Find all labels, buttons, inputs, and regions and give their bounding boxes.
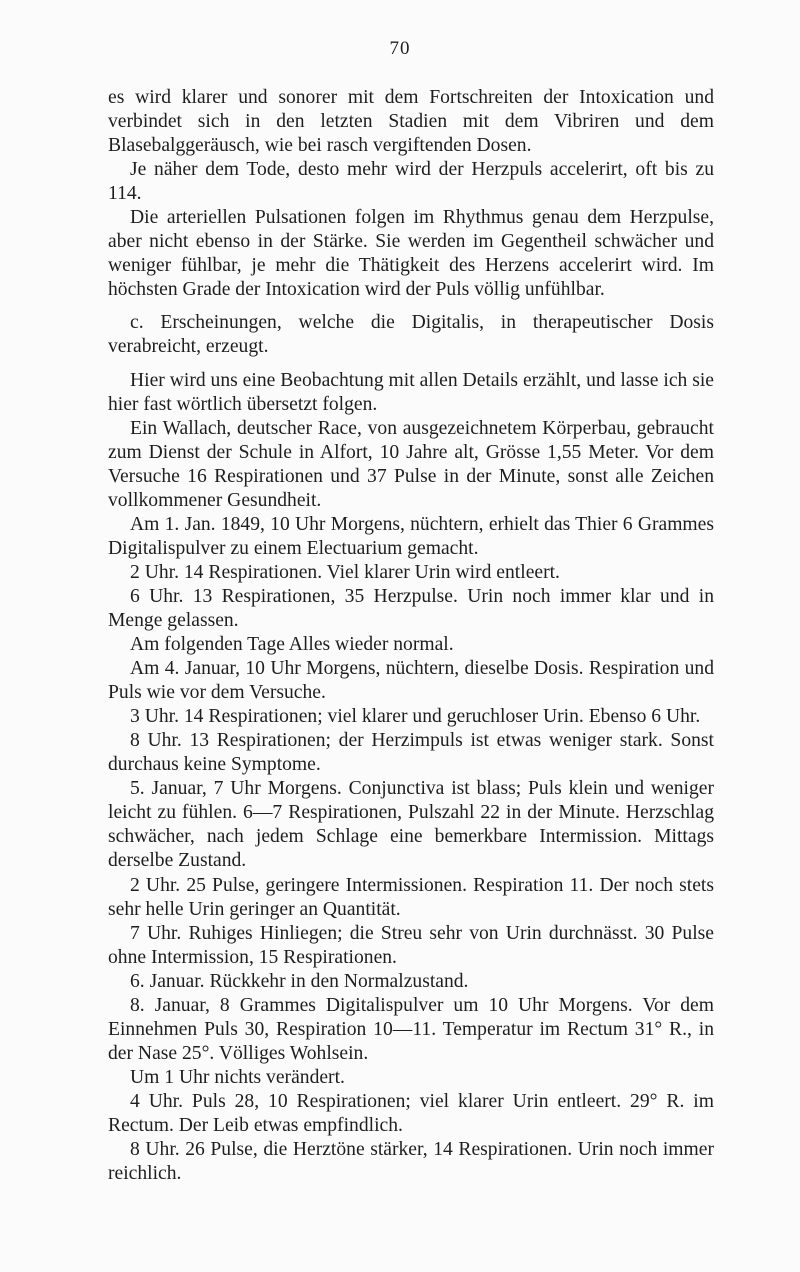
section-heading: c. Erscheinungen, welche die Digitalis, in therapeutischer Dosis verabreicht, erzeugt. — [108, 312, 714, 358]
paragraph: Am folgenden Tage Alles wieder normal. — [130, 634, 454, 656]
paragraph: 8 Uhr. 26 Pulse, die Herztöne stärker, 14 Respirationen. Urin noch immer reichlich. — [108, 1139, 714, 1185]
paragraph: 3 Uhr. 14 Respirationen; viel klarer und geruchloser Urin. Ebenso 6 Uhr. — [130, 706, 701, 728]
body-text — [108, 86, 714, 1186]
paragraph: Die arteriellen Pulsationen folgen im Rhythmus genau dem Herzpulse, aber nicht ebenso in der Stärke. Sie werden im Gegentheil schwächer und weniger fühlbar, je mehr die Thätigkeit des Herzens accelerirt wird. Im höchsten Grade der Intoxication wird der Puls völlig unfühlbar. — [108, 207, 714, 301]
paragraph: 5. Januar, 7 Uhr Morgens. Conjunctiva ist blass; Puls klein und weniger leicht zu fühlen. 6—7 Respirationen, Pulszahl 22 in der Minute. Herzschlag schwächer, nach jedem Schlage eine bemerkbare Intermission. Mittags derselbe Zustand. — [108, 778, 714, 872]
paragraph: 4 Uhr. Puls 28, 10 Respirationen; viel klarer Urin entleert. 29° R. im Rectum. Der Leib etwas empfindlich. — [108, 1090, 714, 1136]
paragraph: Am 1. Jan. 1849, 10 Uhr Morgens, nüchtern, erhielt das Thier 6 Grammes Digitalispulver zu einem Electuarium gemacht. — [108, 513, 714, 559]
paragraph: 2 Uhr. 14 Respirationen. Viel klarer Urin wird entleert. — [130, 561, 560, 583]
paragraph: es wird klarer und sonorer mit dem Fortschreiten der Intoxication und verbindet sich in den letzten Stadien mit dem Vibriren und dem Blasebalggeräusch, wie bei rasch vergiftenden Dosen. — [108, 87, 714, 157]
paragraph: Am 4. Januar, 10 Uhr Morgens, nüchtern, dieselbe Dosis. Respiration und Puls wie vor dem Versuche. — [108, 658, 714, 704]
paragraph: 8 Uhr. 13 Respirationen; der Herzimpuls ist etwas weniger stark. Sonst durchaus keine Symptome. — [108, 730, 714, 776]
paragraph: Je näher dem Tode, desto mehr wird der Herzpuls accelerirt, oft bis zu 114. — [108, 159, 714, 205]
paragraph: 2 Uhr. 25 Pulse, geringere Intermissionen. Respiration 11. Der noch stets sehr helle Urin geringer an Quantität. — [108, 874, 714, 920]
paragraph: 7 Uhr. Ruhiges Hinliegen; die Streu sehr von Urin durchnässt. 30 Pulse ohne Intermission, 15 Respirationen. — [108, 922, 714, 968]
paragraph: 6 Uhr. 13 Respirationen, 35 Herzpulse. Urin noch immer klar und in Menge gelassen. — [108, 585, 714, 631]
paragraph: 8. Januar, 8 Grammes Digitalispulver um 10 Uhr Morgens. Vor dem Einnehmen Puls 30, Respiration 10—11. Temperatur im Rectum 31° R., in der Nase 25°. Völliges Wohlsein. — [108, 994, 714, 1064]
paragraph: Ein Wallach, deutscher Race, von ausgezeichnetem Körperbau, gebraucht zum Dienst der Schule in Alfort, 10 Jahre alt, Grösse 1,55 Meter. Vor dem Versuche 16 Respirationen und 37 Pulse in der Minute, sonst alle Zeichen vollkommener Gesundheit. — [108, 417, 714, 511]
paragraph: Hier wird uns eine Beobachtung mit allen Details erzählt, und lasse ich sie hier fast wörtlich übersetzt folgen. — [108, 369, 714, 415]
page-number: 70 — [389, 38, 411, 59]
paragraph: Um 1 Uhr nichts verändert. — [130, 1066, 345, 1088]
paragraph: 6. Januar. Rückkehr in den Normalzustand. — [130, 970, 469, 992]
